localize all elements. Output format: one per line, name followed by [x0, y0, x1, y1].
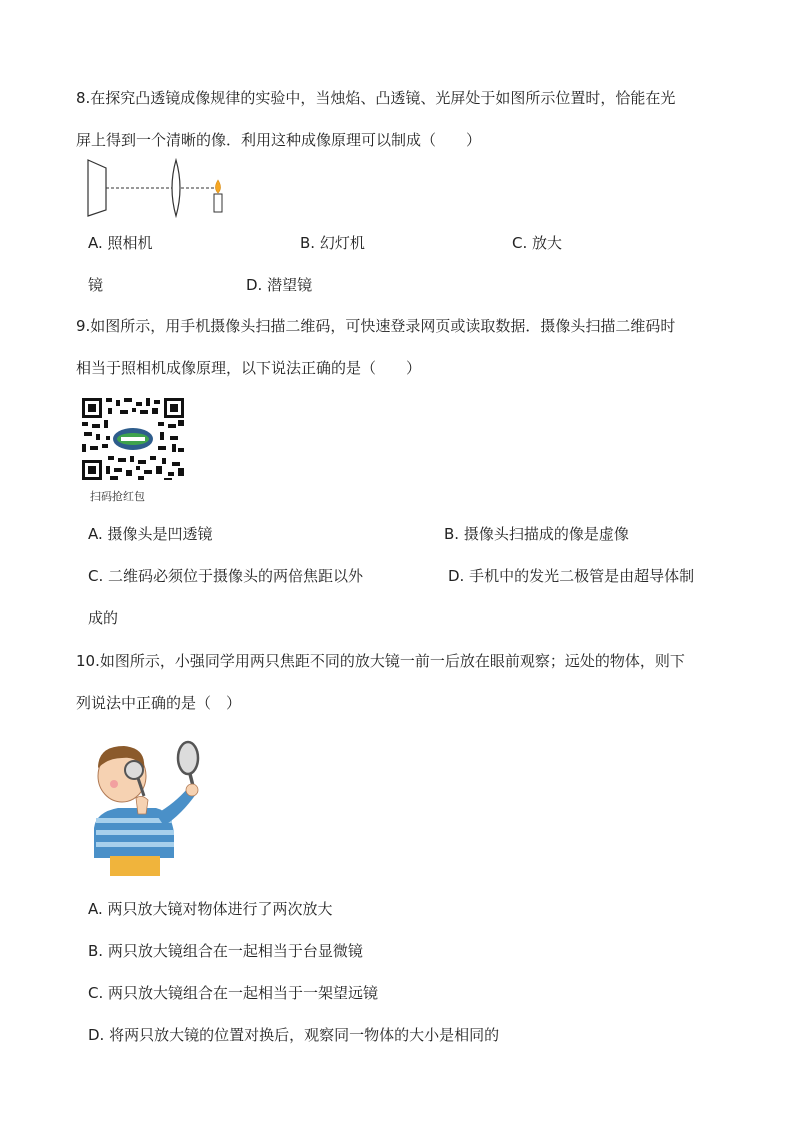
- q10-option-d: D. 将两只放大镜的位置对换后，观察同一物体的大小是相同的: [88, 1026, 500, 1044]
- q8-option-c-continued: 镜: [88, 276, 104, 294]
- q8-option-a: A. 照相机: [88, 234, 153, 252]
- q8-option-c: C. 放大: [512, 234, 563, 252]
- q9-option-b: B. 摄像头扫描成的像是虚像: [444, 525, 629, 543]
- qr-finder-top-left: [82, 398, 102, 418]
- yellow-pants: [110, 856, 160, 876]
- q10-option-b: B. 两只放大镜组合在一起相当于台显微镜: [88, 942, 363, 960]
- qr-code-icon: [80, 396, 186, 482]
- q10-stem-line2: 列说法中正确的是（ ）: [76, 694, 242, 712]
- q8-optics-bench-figure: [84, 158, 234, 218]
- qr-finder-bottom-left: [82, 460, 102, 480]
- q8-option-d: D. 潜望镜: [246, 276, 313, 294]
- q9-option-d: D. 手机中的发光二极管是由超导体制: [448, 567, 695, 585]
- far-hand: [186, 784, 198, 796]
- q10-option-a: A. 两只放大镜对物体进行了两次放大: [88, 900, 333, 918]
- q9-option-d-continued: 成的: [88, 609, 119, 627]
- candle-icon: [214, 194, 222, 212]
- flame-icon: [216, 180, 221, 193]
- q9-option-a: A. 摄像头是凹透镜: [88, 525, 213, 543]
- boy-with-magnifiers-illustration: [84, 738, 212, 876]
- q10-stem-line1: 10.如图所示，小强同学用两只焦距不同的放大镜一前一后放在眼前观察；远处的物体，则下: [76, 652, 685, 670]
- q8-stem-line1: 8.在探究凸透镜成像规律的实验中，当烛焰、凸透镜、光屏处于如图所示位置时，恰能在光: [76, 89, 676, 107]
- convex-lens: [172, 160, 180, 216]
- far-magnifier-icon: [178, 742, 198, 790]
- q10-option-c: C. 两只放大镜组合在一起相当于一架望远镜: [88, 984, 379, 1002]
- q9-option-c: C. 二维码必须位于摄像头的两倍焦距以外: [88, 567, 364, 585]
- q9-stem-line1: 9.如图所示，用手机摄像头扫描二维码，可快速登录网页或读取数据．摄像头扫描二维码时: [76, 317, 676, 335]
- light-screen: [88, 160, 106, 216]
- qr-caption: 扫码抢红包: [90, 490, 145, 503]
- qr-finder-top-right: [164, 398, 184, 418]
- near-hand: [136, 796, 148, 814]
- q9-stem-line2: 相当于照相机成像原理，以下说法正确的是（ ）: [76, 359, 422, 377]
- q8-option-b: B. 幻灯机: [300, 234, 365, 252]
- q8-stem-line2: 屏上得到一个清晰的像．利用这种成像原理可以制成（ ）: [76, 131, 482, 149]
